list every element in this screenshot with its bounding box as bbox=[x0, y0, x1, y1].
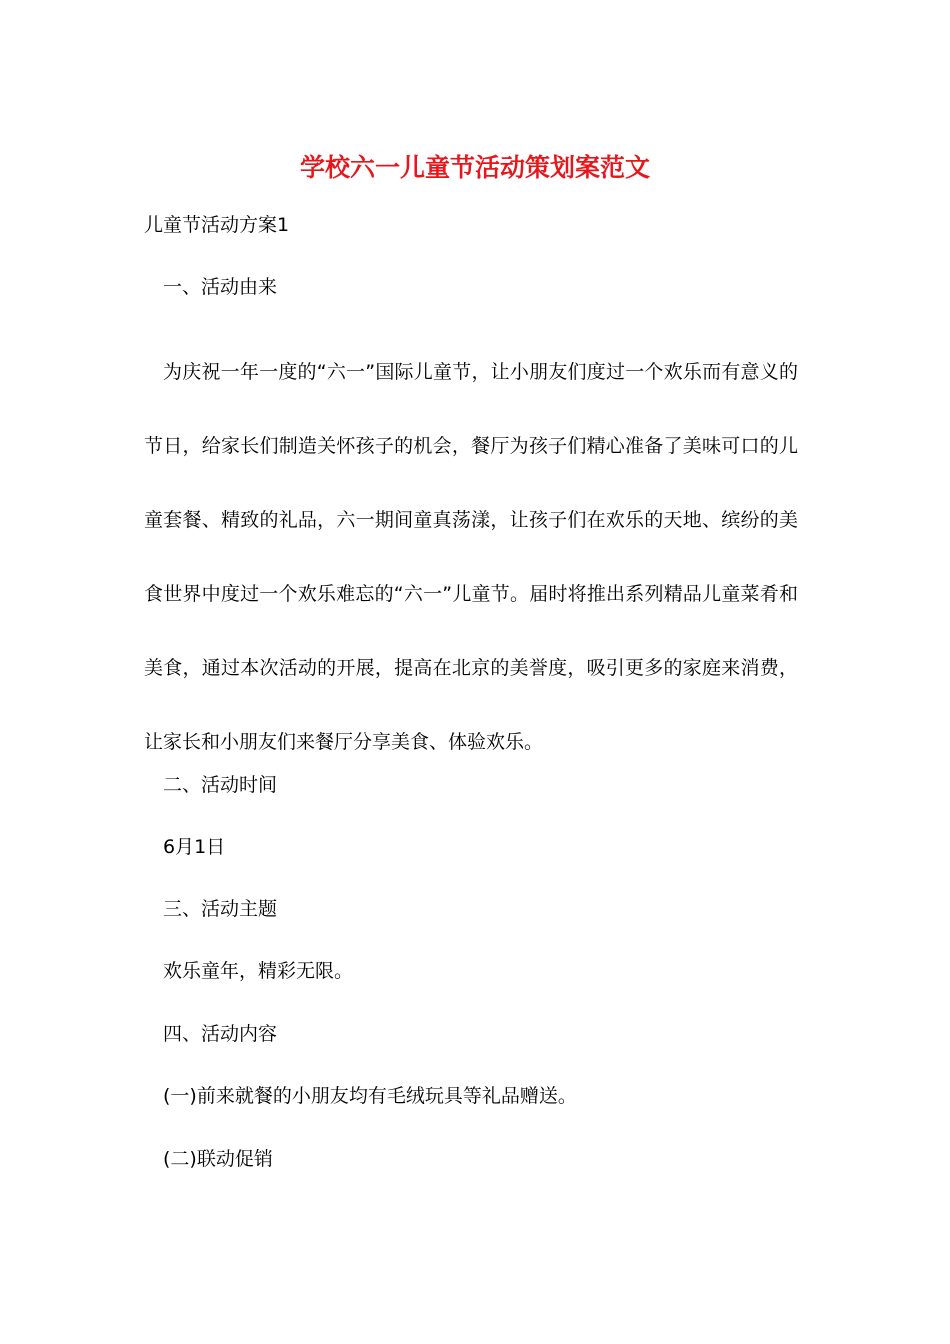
time-text: 6月1日 bbox=[163, 836, 226, 858]
section-heading-theme: 三、活动主题 bbox=[163, 898, 278, 920]
section-heading-origin: 一、活动由来 bbox=[163, 276, 278, 298]
content-item: (二)联动促销 bbox=[163, 1148, 273, 1170]
document-title: 学校六一儿童节活动策划案范文 bbox=[299, 153, 650, 182]
plan-heading: 儿童节活动方案1 bbox=[144, 214, 290, 236]
content-item: (一)前来就餐的小朋友均有毛绒玩具等礼品赠送。 bbox=[163, 1085, 577, 1107]
theme-text: 欢乐童年，精彩无限。 bbox=[163, 960, 354, 982]
section-heading-time: 二、活动时间 bbox=[163, 774, 278, 796]
section-heading-content: 四、活动内容 bbox=[163, 1023, 278, 1045]
origin-paragraph: 为庆祝一年一度的“六一”国际儿童节，让小朋友们度过一个欢乐而有意义的节日，给家长们制造关怀孩子的机会，餐厅为孩子们精心准备了美味可口的儿童套餐、精致的礼品，六一期间童真荡漾，让孩子们在欢乐的天地、缤纷的美食世界中度过一个欢乐难忘的“六一”儿童节。届时将推出系列精品儿童菜肴和美食，通过本次活动的开展，提高在北京的美誉度，吸引更多的家庭来消费，让家长和小朋友们来餐厅分享美食、体验欢乐。 bbox=[144, 361, 798, 753]
